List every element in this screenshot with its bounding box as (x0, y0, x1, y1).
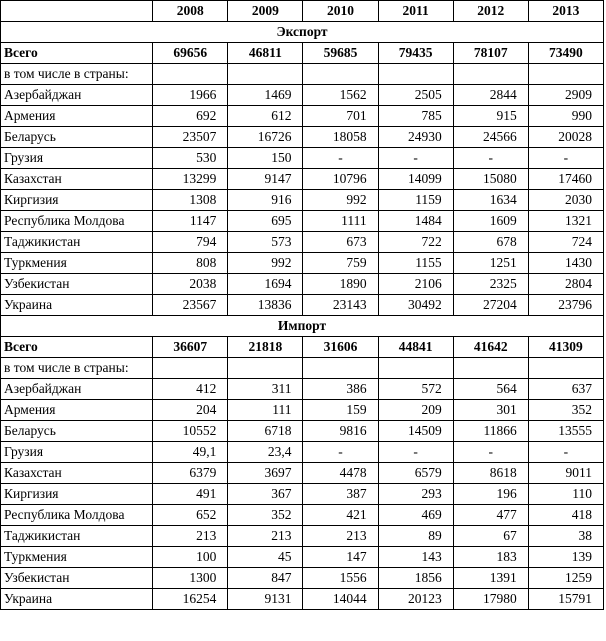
value-cell: 1147 (153, 211, 228, 232)
total-value: 41642 (453, 337, 528, 358)
value-cell: 209 (378, 400, 453, 421)
value-cell: 111 (228, 400, 303, 421)
value-cell: 673 (303, 232, 378, 253)
value-cell: 1609 (453, 211, 528, 232)
year-header: 2009 (228, 1, 303, 22)
value-cell: 14509 (378, 421, 453, 442)
value-cell: 2804 (528, 274, 603, 295)
value-cell: 38 (528, 526, 603, 547)
value-cell: - (303, 442, 378, 463)
country-name: Армения (1, 400, 153, 421)
table-row (1, 463, 604, 484)
value-cell: 17460 (528, 169, 603, 190)
total-value: 31606 (303, 337, 378, 358)
value-cell: 564 (453, 379, 528, 400)
value-cell: 418 (528, 505, 603, 526)
country-name: Таджикистан (1, 526, 153, 547)
empty-cell (528, 358, 603, 379)
total-value: 59685 (303, 43, 378, 64)
subheading-row (1, 358, 604, 379)
value-cell: 9147 (228, 169, 303, 190)
value-cell: 1484 (378, 211, 453, 232)
value-cell: 204 (153, 400, 228, 421)
year-header: 2012 (453, 1, 528, 22)
value-cell: 1469 (228, 85, 303, 106)
empty-cell (228, 64, 303, 85)
value-cell: 352 (228, 505, 303, 526)
table-row (1, 442, 604, 463)
country-name: Грузия (1, 148, 153, 169)
value-cell: 18058 (303, 127, 378, 148)
value-cell: 159 (303, 400, 378, 421)
value-cell: 491 (153, 484, 228, 505)
empty-cell (228, 358, 303, 379)
total-row (1, 337, 604, 358)
table-row (1, 505, 604, 526)
value-cell: - (528, 148, 603, 169)
value-cell: 2844 (453, 85, 528, 106)
empty-cell (153, 358, 228, 379)
value-cell: 2106 (378, 274, 453, 295)
value-cell: 13299 (153, 169, 228, 190)
value-cell: 14044 (303, 589, 378, 610)
table-row (1, 589, 604, 610)
value-cell: 992 (228, 253, 303, 274)
country-name: Беларусь (1, 127, 153, 148)
value-cell: 678 (453, 232, 528, 253)
value-cell: 24566 (453, 127, 528, 148)
table-row (1, 169, 604, 190)
year-header: 2010 (303, 1, 378, 22)
value-cell: 2030 (528, 190, 603, 211)
value-cell: 1430 (528, 253, 603, 274)
subheading-row (1, 64, 604, 85)
value-cell: 572 (378, 379, 453, 400)
value-cell: 9011 (528, 463, 603, 484)
country-name: Киргизия (1, 484, 153, 505)
value-cell: 17980 (453, 589, 528, 610)
table-row (1, 106, 604, 127)
value-cell: 808 (153, 253, 228, 274)
value-cell: 14099 (378, 169, 453, 190)
value-cell: 612 (228, 106, 303, 127)
table-row (1, 568, 604, 589)
value-cell: 16726 (228, 127, 303, 148)
value-cell: 4478 (303, 463, 378, 484)
table-row (1, 85, 604, 106)
value-cell: 477 (453, 505, 528, 526)
value-cell: 1556 (303, 568, 378, 589)
value-cell: 15791 (528, 589, 603, 610)
value-cell: 759 (303, 253, 378, 274)
country-name: Казахстан (1, 169, 153, 190)
value-cell: 110 (528, 484, 603, 505)
value-cell: 20028 (528, 127, 603, 148)
total-value: 46811 (228, 43, 303, 64)
table-row (1, 253, 604, 274)
value-cell: 386 (303, 379, 378, 400)
value-cell: 30492 (378, 295, 453, 316)
table-row (1, 295, 604, 316)
value-cell: 49,1 (153, 442, 228, 463)
value-cell: 1694 (228, 274, 303, 295)
corner-cell (1, 1, 153, 22)
header-row (1, 1, 604, 22)
value-cell: 9816 (303, 421, 378, 442)
value-cell: 1562 (303, 85, 378, 106)
value-cell: 2909 (528, 85, 603, 106)
table-row (1, 127, 604, 148)
total-label: Всего (1, 43, 153, 64)
value-cell: 1966 (153, 85, 228, 106)
value-cell: 1111 (303, 211, 378, 232)
value-cell: 20123 (378, 589, 453, 610)
value-cell: 916 (228, 190, 303, 211)
value-cell: 915 (453, 106, 528, 127)
empty-cell (453, 358, 528, 379)
value-cell: 23,4 (228, 442, 303, 463)
value-cell: 13555 (528, 421, 603, 442)
value-cell: 213 (303, 526, 378, 547)
total-value: 21818 (228, 337, 303, 358)
value-cell: 213 (228, 526, 303, 547)
table-row (1, 526, 604, 547)
table-row (1, 379, 604, 400)
value-cell: 652 (153, 505, 228, 526)
total-value: 36607 (153, 337, 228, 358)
value-cell: - (378, 148, 453, 169)
country-name: Азербайджан (1, 379, 153, 400)
total-value: 44841 (378, 337, 453, 358)
value-cell: 785 (378, 106, 453, 127)
value-cell: 1251 (453, 253, 528, 274)
value-cell: 67 (453, 526, 528, 547)
value-cell: 2505 (378, 85, 453, 106)
value-cell: 847 (228, 568, 303, 589)
value-cell: 23567 (153, 295, 228, 316)
value-cell: 100 (153, 547, 228, 568)
country-name: Азербайджан (1, 85, 153, 106)
value-cell: 990 (528, 106, 603, 127)
value-cell: 45 (228, 547, 303, 568)
value-cell: 13836 (228, 295, 303, 316)
country-name: Республика Молдова (1, 211, 153, 232)
subheading-label: в том числе в страны: (1, 64, 153, 85)
table-row (1, 211, 604, 232)
value-cell: 367 (228, 484, 303, 505)
value-cell: 311 (228, 379, 303, 400)
total-value: 79435 (378, 43, 453, 64)
country-name: Беларусь (1, 421, 153, 442)
table-row (1, 484, 604, 505)
table-row (1, 148, 604, 169)
value-cell: 530 (153, 148, 228, 169)
value-cell: 23143 (303, 295, 378, 316)
table-body (1, 22, 604, 610)
value-cell: 1300 (153, 568, 228, 589)
value-cell: 1634 (453, 190, 528, 211)
empty-cell (378, 64, 453, 85)
value-cell: 695 (228, 211, 303, 232)
value-cell: 794 (153, 232, 228, 253)
value-cell: 421 (303, 505, 378, 526)
table-row (1, 400, 604, 421)
value-cell: 16254 (153, 589, 228, 610)
empty-cell (153, 64, 228, 85)
country-name: Узбекистан (1, 274, 153, 295)
country-name: Армения (1, 106, 153, 127)
value-cell: 183 (453, 547, 528, 568)
value-cell: 8618 (453, 463, 528, 484)
value-cell: 23507 (153, 127, 228, 148)
table-row (1, 190, 604, 211)
section-title: Экспорт (1, 22, 604, 43)
value-cell: 2325 (453, 274, 528, 295)
table-row (1, 547, 604, 568)
empty-cell (303, 358, 378, 379)
value-cell: - (453, 442, 528, 463)
country-name: Туркмения (1, 547, 153, 568)
country-name: Туркмения (1, 253, 153, 274)
value-cell: 1890 (303, 274, 378, 295)
empty-cell (453, 64, 528, 85)
country-name: Казахстан (1, 463, 153, 484)
value-cell: 722 (378, 232, 453, 253)
value-cell: - (303, 148, 378, 169)
total-value: 69656 (153, 43, 228, 64)
value-cell: 352 (528, 400, 603, 421)
value-cell: 1856 (378, 568, 453, 589)
value-cell: 10796 (303, 169, 378, 190)
country-name: Киргизия (1, 190, 153, 211)
country-name: Таджикистан (1, 232, 153, 253)
year-header: 2011 (378, 1, 453, 22)
value-cell: 24930 (378, 127, 453, 148)
value-cell: 139 (528, 547, 603, 568)
value-cell: 143 (378, 547, 453, 568)
value-cell: 992 (303, 190, 378, 211)
country-name: Республика Молдова (1, 505, 153, 526)
value-cell: 1259 (528, 568, 603, 589)
empty-cell (303, 64, 378, 85)
value-cell: 6379 (153, 463, 228, 484)
value-cell: 15080 (453, 169, 528, 190)
value-cell: 412 (153, 379, 228, 400)
value-cell: 27204 (453, 295, 528, 316)
value-cell: - (453, 148, 528, 169)
value-cell: 1391 (453, 568, 528, 589)
value-cell: 1155 (378, 253, 453, 274)
year-header: 2013 (528, 1, 603, 22)
value-cell: 1321 (528, 211, 603, 232)
value-cell: - (378, 442, 453, 463)
value-cell: 213 (153, 526, 228, 547)
country-name: Украина (1, 295, 153, 316)
table-row (1, 232, 604, 253)
total-value: 73490 (528, 43, 603, 64)
value-cell: 293 (378, 484, 453, 505)
value-cell: 11866 (453, 421, 528, 442)
value-cell: 9131 (228, 589, 303, 610)
value-cell: 23796 (528, 295, 603, 316)
value-cell: - (528, 442, 603, 463)
value-cell: 387 (303, 484, 378, 505)
country-name: Узбекистан (1, 568, 153, 589)
total-value: 41309 (528, 337, 603, 358)
value-cell: 150 (228, 148, 303, 169)
value-cell: 724 (528, 232, 603, 253)
value-cell: 469 (378, 505, 453, 526)
section-header-row (1, 22, 604, 43)
section-header-row (1, 316, 604, 337)
value-cell: 147 (303, 547, 378, 568)
value-cell: 6718 (228, 421, 303, 442)
country-name: Грузия (1, 442, 153, 463)
value-cell: 573 (228, 232, 303, 253)
total-label: Всего (1, 337, 153, 358)
country-name: Украина (1, 589, 153, 610)
table-row (1, 421, 604, 442)
total-row (1, 43, 604, 64)
table-row (1, 274, 604, 295)
value-cell: 1159 (378, 190, 453, 211)
subheading-label: в том числе в страны: (1, 358, 153, 379)
value-cell: 89 (378, 526, 453, 547)
table-header (1, 1, 604, 22)
value-cell: 301 (453, 400, 528, 421)
total-value: 78107 (453, 43, 528, 64)
value-cell: 701 (303, 106, 378, 127)
value-cell: 10552 (153, 421, 228, 442)
value-cell: 196 (453, 484, 528, 505)
value-cell: 6579 (378, 463, 453, 484)
empty-cell (528, 64, 603, 85)
value-cell: 692 (153, 106, 228, 127)
empty-cell (378, 358, 453, 379)
value-cell: 637 (528, 379, 603, 400)
value-cell: 2038 (153, 274, 228, 295)
section-title: Импорт (1, 316, 604, 337)
year-header: 2008 (153, 1, 228, 22)
value-cell: 3697 (228, 463, 303, 484)
value-cell: 1308 (153, 190, 228, 211)
